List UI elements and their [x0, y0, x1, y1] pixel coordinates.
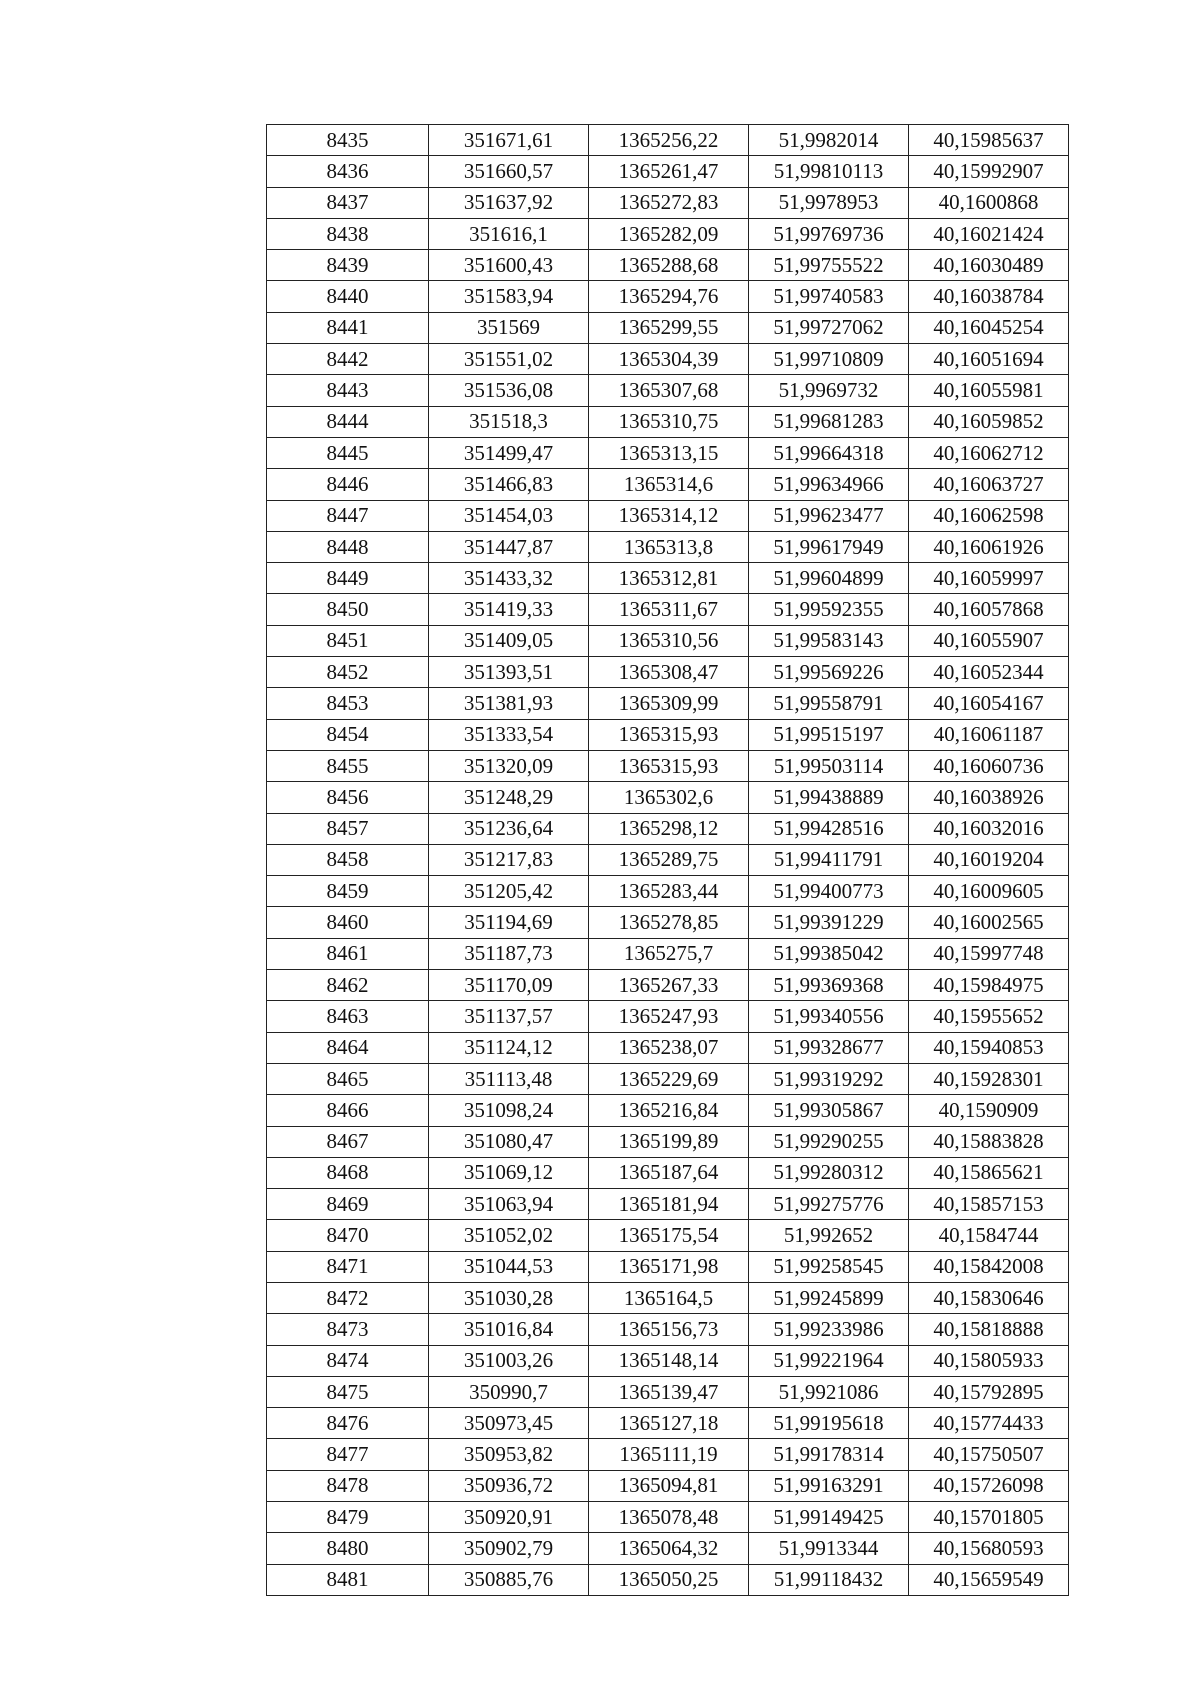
x-coordinate-cell: 351320,09 [429, 750, 589, 781]
longitude-cell: 40,16021424 [909, 218, 1069, 249]
point-number-cell: 8458 [267, 844, 429, 875]
y-coordinate-cell: 1365313,15 [589, 437, 749, 468]
x-coordinate-cell: 351217,83 [429, 844, 589, 875]
longitude-cell: 40,15701805 [909, 1502, 1069, 1533]
latitude-cell: 51,99727062 [749, 312, 909, 343]
table-row [267, 218, 1069, 249]
x-coordinate-cell: 351137,57 [429, 1001, 589, 1032]
point-number-cell: 8436 [267, 156, 429, 187]
latitude-cell: 51,99681283 [749, 406, 909, 437]
y-coordinate-cell: 1365175,54 [589, 1220, 749, 1251]
latitude-cell: 51,99340556 [749, 1001, 909, 1032]
table-row [267, 1439, 1069, 1470]
x-coordinate-cell: 351333,54 [429, 719, 589, 750]
y-coordinate-cell: 1365302,6 [589, 782, 749, 813]
point-number-cell: 8456 [267, 782, 429, 813]
y-coordinate-cell: 1365181,94 [589, 1189, 749, 1220]
latitude-cell: 51,9913344 [749, 1533, 909, 1564]
y-coordinate-cell: 1365256,22 [589, 125, 749, 156]
x-coordinate-cell: 351069,12 [429, 1157, 589, 1188]
point-number-cell: 8457 [267, 813, 429, 844]
point-number-cell: 8472 [267, 1282, 429, 1313]
x-coordinate-cell: 351409,05 [429, 625, 589, 656]
point-number-cell: 8481 [267, 1564, 429, 1595]
y-coordinate-cell: 1365139,47 [589, 1376, 749, 1407]
x-coordinate-cell: 350936,72 [429, 1470, 589, 1501]
longitude-cell: 40,16062598 [909, 500, 1069, 531]
y-coordinate-cell: 1365310,56 [589, 625, 749, 656]
point-number-cell: 8460 [267, 907, 429, 938]
x-coordinate-cell: 351098,24 [429, 1095, 589, 1126]
y-coordinate-cell: 1365314,6 [589, 469, 749, 500]
table-row [267, 719, 1069, 750]
x-coordinate-cell: 351194,69 [429, 907, 589, 938]
latitude-cell: 51,99221964 [749, 1345, 909, 1376]
x-coordinate-cell: 351393,51 [429, 657, 589, 688]
point-number-cell: 8474 [267, 1345, 429, 1376]
longitude-cell: 40,15774433 [909, 1408, 1069, 1439]
point-number-cell: 8461 [267, 938, 429, 969]
x-coordinate-cell: 351466,83 [429, 469, 589, 500]
y-coordinate-cell: 1365094,81 [589, 1470, 749, 1501]
longitude-cell: 40,16032016 [909, 813, 1069, 844]
y-coordinate-cell: 1365247,93 [589, 1001, 749, 1032]
y-coordinate-cell: 1365282,09 [589, 218, 749, 249]
y-coordinate-cell: 1365298,12 [589, 813, 749, 844]
x-coordinate-cell: 351080,47 [429, 1126, 589, 1157]
y-coordinate-cell: 1365050,25 [589, 1564, 749, 1595]
x-coordinate-cell: 351205,42 [429, 876, 589, 907]
latitude-cell: 51,99385042 [749, 938, 909, 969]
table-row [267, 406, 1069, 437]
longitude-cell: 40,1600868 [909, 187, 1069, 218]
point-number-cell: 8450 [267, 594, 429, 625]
latitude-cell: 51,9978953 [749, 187, 909, 218]
latitude-cell: 51,99623477 [749, 500, 909, 531]
x-coordinate-cell: 351016,84 [429, 1314, 589, 1345]
x-coordinate-cell: 351447,87 [429, 531, 589, 562]
latitude-cell: 51,99328677 [749, 1032, 909, 1063]
table-row [267, 125, 1069, 156]
x-coordinate-cell: 351113,48 [429, 1063, 589, 1094]
latitude-cell: 51,99438889 [749, 782, 909, 813]
latitude-cell: 51,99592355 [749, 594, 909, 625]
table-row [267, 1189, 1069, 1220]
x-coordinate-cell: 350920,91 [429, 1502, 589, 1533]
y-coordinate-cell: 1365307,68 [589, 375, 749, 406]
point-number-cell: 8467 [267, 1126, 429, 1157]
table-row [267, 1408, 1069, 1439]
latitude-cell: 51,9969732 [749, 375, 909, 406]
table-row [267, 1126, 1069, 1157]
longitude-cell: 40,16051694 [909, 344, 1069, 375]
longitude-cell: 40,16060736 [909, 750, 1069, 781]
longitude-cell: 40,16059852 [909, 406, 1069, 437]
latitude-cell: 51,99617949 [749, 531, 909, 562]
table-row [267, 844, 1069, 875]
latitude-cell: 51,99634966 [749, 469, 909, 500]
y-coordinate-cell: 1365275,7 [589, 938, 749, 969]
latitude-cell: 51,99275776 [749, 1189, 909, 1220]
latitude-cell: 51,99558791 [749, 688, 909, 719]
y-coordinate-cell: 1365283,44 [589, 876, 749, 907]
table-row [267, 1251, 1069, 1282]
longitude-cell: 40,16038784 [909, 281, 1069, 312]
y-coordinate-cell: 1365294,76 [589, 281, 749, 312]
latitude-cell: 51,99290255 [749, 1126, 909, 1157]
x-coordinate-cell: 350973,45 [429, 1408, 589, 1439]
x-coordinate-cell: 351536,08 [429, 375, 589, 406]
x-coordinate-cell: 351170,09 [429, 970, 589, 1001]
longitude-cell: 40,15985637 [909, 125, 1069, 156]
x-coordinate-cell: 351583,94 [429, 281, 589, 312]
x-coordinate-cell: 351003,26 [429, 1345, 589, 1376]
table-row [267, 782, 1069, 813]
table-row [267, 1502, 1069, 1533]
longitude-cell: 40,15940853 [909, 1032, 1069, 1063]
point-number-cell: 8469 [267, 1189, 429, 1220]
latitude-cell: 51,99178314 [749, 1439, 909, 1470]
point-number-cell: 8451 [267, 625, 429, 656]
latitude-cell: 51,9921086 [749, 1376, 909, 1407]
x-coordinate-cell: 351419,33 [429, 594, 589, 625]
longitude-cell: 40,1590909 [909, 1095, 1069, 1126]
y-coordinate-cell: 1365187,64 [589, 1157, 749, 1188]
longitude-cell: 40,16055981 [909, 375, 1069, 406]
table-row [267, 907, 1069, 938]
latitude-cell: 51,99305867 [749, 1095, 909, 1126]
y-coordinate-cell: 1365148,14 [589, 1345, 749, 1376]
table-row [267, 469, 1069, 500]
table-row [267, 156, 1069, 187]
longitude-cell: 40,16062712 [909, 437, 1069, 468]
table-row [267, 657, 1069, 688]
longitude-cell: 40,15750507 [909, 1439, 1069, 1470]
latitude-cell: 51,99664318 [749, 437, 909, 468]
y-coordinate-cell: 1365309,99 [589, 688, 749, 719]
longitude-cell: 40,15955652 [909, 1001, 1069, 1032]
table-row [267, 1533, 1069, 1564]
latitude-cell: 51,99163291 [749, 1470, 909, 1501]
x-coordinate-cell: 351551,02 [429, 344, 589, 375]
table-row [267, 281, 1069, 312]
coordinates-table [266, 124, 1069, 1596]
longitude-cell: 40,16063727 [909, 469, 1069, 500]
latitude-cell: 51,992652 [749, 1220, 909, 1251]
x-coordinate-cell: 351600,43 [429, 250, 589, 281]
x-coordinate-cell: 351236,64 [429, 813, 589, 844]
x-coordinate-cell: 350885,76 [429, 1564, 589, 1595]
latitude-cell: 51,99118432 [749, 1564, 909, 1595]
y-coordinate-cell: 1365312,81 [589, 563, 749, 594]
latitude-cell: 51,99391229 [749, 907, 909, 938]
latitude-cell: 51,99280312 [749, 1157, 909, 1188]
y-coordinate-cell: 1365199,89 [589, 1126, 749, 1157]
x-coordinate-cell: 351248,29 [429, 782, 589, 813]
point-number-cell: 8447 [267, 500, 429, 531]
x-coordinate-cell: 351433,32 [429, 563, 589, 594]
longitude-cell: 40,1584744 [909, 1220, 1069, 1251]
point-number-cell: 8478 [267, 1470, 429, 1501]
x-coordinate-cell: 351671,61 [429, 125, 589, 156]
point-number-cell: 8449 [267, 563, 429, 594]
longitude-cell: 40,16002565 [909, 907, 1069, 938]
x-coordinate-cell: 351030,28 [429, 1282, 589, 1313]
longitude-cell: 40,15857153 [909, 1189, 1069, 1220]
longitude-cell: 40,15865621 [909, 1157, 1069, 1188]
table-row [267, 344, 1069, 375]
longitude-cell: 40,15984975 [909, 970, 1069, 1001]
point-number-cell: 8470 [267, 1220, 429, 1251]
longitude-cell: 40,16052344 [909, 657, 1069, 688]
table-row [267, 970, 1069, 1001]
y-coordinate-cell: 1365216,84 [589, 1095, 749, 1126]
longitude-cell: 40,16045254 [909, 312, 1069, 343]
table-row [267, 563, 1069, 594]
longitude-cell: 40,15659549 [909, 1564, 1069, 1595]
longitude-cell: 40,15997748 [909, 938, 1069, 969]
longitude-cell: 40,16055907 [909, 625, 1069, 656]
y-coordinate-cell: 1365310,75 [589, 406, 749, 437]
y-coordinate-cell: 1365315,93 [589, 719, 749, 750]
y-coordinate-cell: 1365272,83 [589, 187, 749, 218]
latitude-cell: 51,99740583 [749, 281, 909, 312]
x-coordinate-cell: 350953,82 [429, 1439, 589, 1470]
x-coordinate-cell: 351381,93 [429, 688, 589, 719]
table-row [267, 750, 1069, 781]
table-row [267, 375, 1069, 406]
table-row [267, 594, 1069, 625]
latitude-cell: 51,99258545 [749, 1251, 909, 1282]
y-coordinate-cell: 1365288,68 [589, 250, 749, 281]
y-coordinate-cell: 1365314,12 [589, 500, 749, 531]
point-number-cell: 8444 [267, 406, 429, 437]
x-coordinate-cell: 351052,02 [429, 1220, 589, 1251]
y-coordinate-cell: 1365313,8 [589, 531, 749, 562]
point-number-cell: 8448 [267, 531, 429, 562]
longitude-cell: 40,15792895 [909, 1376, 1069, 1407]
longitude-cell: 40,16061187 [909, 719, 1069, 750]
latitude-cell: 51,99515197 [749, 719, 909, 750]
point-number-cell: 8454 [267, 719, 429, 750]
x-coordinate-cell: 351637,92 [429, 187, 589, 218]
longitude-cell: 40,16054167 [909, 688, 1069, 719]
coordinates-table-body [267, 125, 1069, 1596]
longitude-cell: 40,15818888 [909, 1314, 1069, 1345]
longitude-cell: 40,15992907 [909, 156, 1069, 187]
longitude-cell: 40,15680593 [909, 1533, 1069, 1564]
longitude-cell: 40,15842008 [909, 1251, 1069, 1282]
table-row [267, 1063, 1069, 1094]
table-row [267, 437, 1069, 468]
latitude-cell: 51,99233986 [749, 1314, 909, 1345]
table-row [267, 250, 1069, 281]
latitude-cell: 51,99245899 [749, 1282, 909, 1313]
y-coordinate-cell: 1365261,47 [589, 156, 749, 187]
x-coordinate-cell: 351569 [429, 312, 589, 343]
table-row [267, 876, 1069, 907]
latitude-cell: 51,9982014 [749, 125, 909, 156]
y-coordinate-cell: 1365299,55 [589, 312, 749, 343]
table-row [267, 1314, 1069, 1345]
point-number-cell: 8462 [267, 970, 429, 1001]
point-number-cell: 8455 [267, 750, 429, 781]
y-coordinate-cell: 1365229,69 [589, 1063, 749, 1094]
point-number-cell: 8464 [267, 1032, 429, 1063]
point-number-cell: 8476 [267, 1408, 429, 1439]
table-row [267, 1001, 1069, 1032]
longitude-cell: 40,16038926 [909, 782, 1069, 813]
y-coordinate-cell: 1365171,98 [589, 1251, 749, 1282]
table-row [267, 1470, 1069, 1501]
point-number-cell: 8435 [267, 125, 429, 156]
x-coordinate-cell: 351454,03 [429, 500, 589, 531]
point-number-cell: 8479 [267, 1502, 429, 1533]
latitude-cell: 51,99710809 [749, 344, 909, 375]
point-number-cell: 8441 [267, 312, 429, 343]
x-coordinate-cell: 351499,47 [429, 437, 589, 468]
point-number-cell: 8465 [267, 1063, 429, 1094]
x-coordinate-cell: 351124,12 [429, 1032, 589, 1063]
y-coordinate-cell: 1365304,39 [589, 344, 749, 375]
y-coordinate-cell: 1365267,33 [589, 970, 749, 1001]
y-coordinate-cell: 1365311,67 [589, 594, 749, 625]
longitude-cell: 40,15883828 [909, 1126, 1069, 1157]
latitude-cell: 51,99319292 [749, 1063, 909, 1094]
y-coordinate-cell: 1365238,07 [589, 1032, 749, 1063]
point-number-cell: 8439 [267, 250, 429, 281]
longitude-cell: 40,16057868 [909, 594, 1069, 625]
point-number-cell: 8440 [267, 281, 429, 312]
latitude-cell: 51,99411791 [749, 844, 909, 875]
point-number-cell: 8446 [267, 469, 429, 500]
y-coordinate-cell: 1365164,5 [589, 1282, 749, 1313]
y-coordinate-cell: 1365289,75 [589, 844, 749, 875]
table-row [267, 938, 1069, 969]
longitude-cell: 40,16061926 [909, 531, 1069, 562]
y-coordinate-cell: 1365278,85 [589, 907, 749, 938]
point-number-cell: 8468 [267, 1157, 429, 1188]
point-number-cell: 8445 [267, 437, 429, 468]
point-number-cell: 8443 [267, 375, 429, 406]
table-row [267, 1376, 1069, 1407]
y-coordinate-cell: 1365111,19 [589, 1439, 749, 1470]
y-coordinate-cell: 1365127,18 [589, 1408, 749, 1439]
point-number-cell: 8477 [267, 1439, 429, 1470]
y-coordinate-cell: 1365156,73 [589, 1314, 749, 1345]
point-number-cell: 8466 [267, 1095, 429, 1126]
point-number-cell: 8480 [267, 1533, 429, 1564]
longitude-cell: 40,15928301 [909, 1063, 1069, 1094]
table-row [267, 187, 1069, 218]
table-row [267, 312, 1069, 343]
longitude-cell: 40,15726098 [909, 1470, 1069, 1501]
table-row [267, 500, 1069, 531]
table-row [267, 531, 1069, 562]
point-number-cell: 8473 [267, 1314, 429, 1345]
latitude-cell: 51,99149425 [749, 1502, 909, 1533]
y-coordinate-cell: 1365064,32 [589, 1533, 749, 1564]
table-row [267, 1345, 1069, 1376]
table-row [267, 1282, 1069, 1313]
point-number-cell: 8438 [267, 218, 429, 249]
longitude-cell: 40,16009605 [909, 876, 1069, 907]
table-row [267, 1095, 1069, 1126]
point-number-cell: 8453 [267, 688, 429, 719]
latitude-cell: 51,99810113 [749, 156, 909, 187]
latitude-cell: 51,99569226 [749, 657, 909, 688]
y-coordinate-cell: 1365315,93 [589, 750, 749, 781]
table-row [267, 688, 1069, 719]
table-row [267, 1032, 1069, 1063]
latitude-cell: 51,99503114 [749, 750, 909, 781]
latitude-cell: 51,99769736 [749, 218, 909, 249]
latitude-cell: 51,99195618 [749, 1408, 909, 1439]
x-coordinate-cell: 350990,7 [429, 1376, 589, 1407]
table-row [267, 1220, 1069, 1251]
x-coordinate-cell: 351660,57 [429, 156, 589, 187]
point-number-cell: 8442 [267, 344, 429, 375]
point-number-cell: 8459 [267, 876, 429, 907]
point-number-cell: 8475 [267, 1376, 429, 1407]
point-number-cell: 8463 [267, 1001, 429, 1032]
table-row [267, 625, 1069, 656]
latitude-cell: 51,99369368 [749, 970, 909, 1001]
longitude-cell: 40,16019204 [909, 844, 1069, 875]
x-coordinate-cell: 351063,94 [429, 1189, 589, 1220]
point-number-cell: 8471 [267, 1251, 429, 1282]
x-coordinate-cell: 351187,73 [429, 938, 589, 969]
x-coordinate-cell: 351518,3 [429, 406, 589, 437]
table-row [267, 1157, 1069, 1188]
latitude-cell: 51,99583143 [749, 625, 909, 656]
latitude-cell: 51,99400773 [749, 876, 909, 907]
longitude-cell: 40,15830646 [909, 1282, 1069, 1313]
table-row [267, 813, 1069, 844]
latitude-cell: 51,99755522 [749, 250, 909, 281]
longitude-cell: 40,16059997 [909, 563, 1069, 594]
point-number-cell: 8437 [267, 187, 429, 218]
point-number-cell: 8452 [267, 657, 429, 688]
table-row [267, 1564, 1069, 1595]
latitude-cell: 51,99428516 [749, 813, 909, 844]
x-coordinate-cell: 350902,79 [429, 1533, 589, 1564]
x-coordinate-cell: 351616,1 [429, 218, 589, 249]
longitude-cell: 40,16030489 [909, 250, 1069, 281]
latitude-cell: 51,99604899 [749, 563, 909, 594]
longitude-cell: 40,15805933 [909, 1345, 1069, 1376]
y-coordinate-cell: 1365078,48 [589, 1502, 749, 1533]
x-coordinate-cell: 351044,53 [429, 1251, 589, 1282]
y-coordinate-cell: 1365308,47 [589, 657, 749, 688]
